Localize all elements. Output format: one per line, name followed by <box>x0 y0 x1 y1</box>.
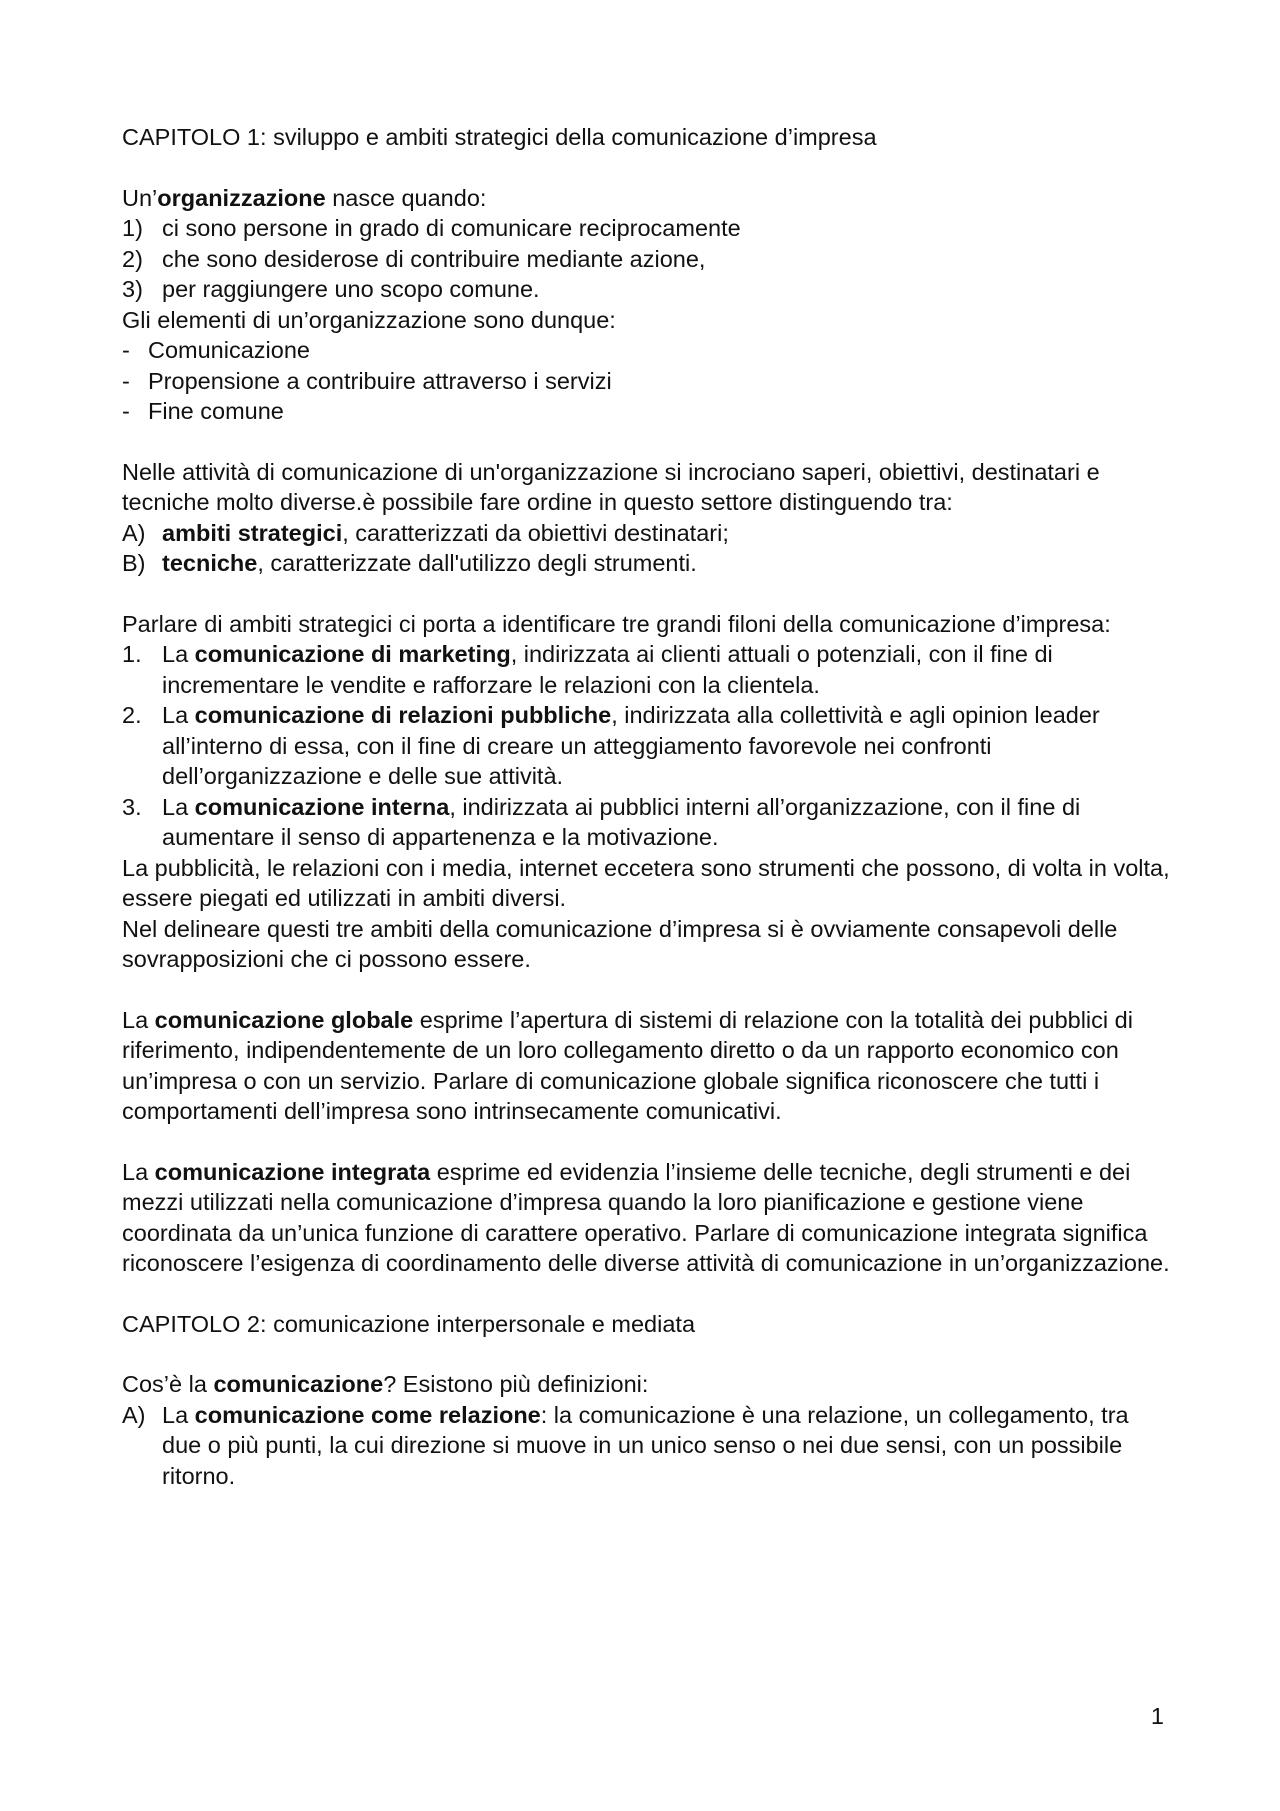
list-item-text <box>162 548 1172 579</box>
list-item <box>122 1400 1172 1492</box>
list-item <box>122 244 1172 275</box>
organization-intro <box>122 183 1172 214</box>
strategic-intro: Parlare di ambiti strategici ci porta a identificare tre grandi filoni della comunicazione d’impresa: <box>122 610 1111 637</box>
bold-term: comunicazione di relazioni pubbliche <box>194 702 612 728</box>
list-marker: - <box>122 398 130 424</box>
bold-term: comunicazione globale <box>154 1006 414 1033</box>
page-content <box>122 122 1172 1491</box>
list-item <box>122 274 1172 305</box>
list-item-rest: , caratterizzate dall'utilizzo degli strumenti. <box>257 550 697 576</box>
spacer <box>122 1279 1172 1309</box>
list-item <box>122 639 1172 700</box>
bold-term: comunicazione come relazione <box>194 1401 541 1428</box>
list-item-text: che sono desiderose di contribuire mediante azione, <box>162 245 706 272</box>
definition-intro <box>122 1369 1172 1400</box>
list-marker: 2) <box>122 245 143 272</box>
spacer <box>122 427 1172 457</box>
overlap-paragraph: Nel delineare questi tre ambiti della comunicazione d’impresa si è ovviamente consapevoli delle sovrapposizioni che ci possono essere. <box>122 915 1118 972</box>
list-marker: - <box>122 337 130 363</box>
list-item-text <box>162 700 1172 792</box>
list-marker: - <box>122 367 130 394</box>
list-item-rest: , indirizzata ai pubblici interni all’organizzazione, con il fine di aumentare il senso di appartenenza e la motivazione. <box>162 793 1081 850</box>
list-item <box>122 396 1172 427</box>
spacer <box>122 975 1172 1005</box>
definition-intro-pre: Cos’è la <box>122 1371 214 1397</box>
list-item-text: ci sono persone in grado di comunicare reciprocamente <box>162 215 741 241</box>
list-item-rest: : la comunicazione è una relazione, un collegamento, tra due o più punti, la cui direzione si muove in un unico senso o nei due sensi, con un possibile ritorno. <box>162 1401 1129 1489</box>
bold-term: comunicazione <box>213 1371 384 1397</box>
chapter-1-heading: CAPITOLO 1: sviluppo e ambiti strategici della comunicazione d’impresa <box>122 124 877 150</box>
list-marker: 1. <box>122 641 142 667</box>
list-item-text <box>162 792 1172 853</box>
paragraph-pre: La <box>122 1158 155 1185</box>
paragraph-rest: esprime ed evidenzia l’insieme delle tecniche, degli strumenti e dei mezzi utilizzati nella comunicazione d’impresa quando la loro pianificazione e gestione viene coordinata da un’unica funzione di carattere operativo. Parlare di comunicazione integrata significa riconoscere l’esigenza di coordinamento delle diverse attività di comunicazione in un’organizzazione. <box>122 1158 1170 1276</box>
spacer <box>122 579 1172 609</box>
paragraph-rest: esprime l’apertura di sistemi di relazione con la totalità dei pubblici di riferimento, indipendentemente de un loro collegamento diretto o da un rapporto economico con un’impresa o con un servizio. Parlare di comunicazione globale significa riconoscere che tutti i comportamenti dell’impresa sono intrinsecamente comunicativi. <box>122 1006 1133 1124</box>
list-marker: A) <box>122 1401 146 1428</box>
definition-intro-post: ? Esistono più definizioni: <box>383 1371 649 1397</box>
global-communication-paragraph <box>122 1005 1172 1127</box>
list-item <box>122 518 1172 549</box>
list-item-pre: La <box>162 702 195 728</box>
organization-intro-pre: Un’ <box>122 184 158 211</box>
list-item-pre: La <box>162 793 195 820</box>
bold-term: comunicazione interna <box>194 793 450 820</box>
activities-paragraph: Nelle attività di comunicazione di un'organizzazione si incrociano saperi, obiettivi, destinatari e tecniche molto diverse.è possibile fare ordine in questo settore distinguendo tra: <box>122 458 1100 515</box>
tools-paragraph: La pubblicità, le relazioni con i media, internet eccetera sono strumenti che possono, di volta in volta, essere piegati ed utilizzati in ambiti diversi. <box>122 854 1170 911</box>
list-item-rest: , indirizzata alla collettività e agli opinion leader all’interno di essa, con il fine di creare un atteggiamento favorevole nei confronti dell’organizzazione e delle sue attività. <box>162 702 1100 789</box>
integrated-communication-paragraph <box>122 1157 1172 1279</box>
list-marker: 1) <box>122 215 143 241</box>
list-marker: 3) <box>122 276 143 302</box>
list-item <box>122 366 1172 397</box>
list-item <box>122 792 1172 853</box>
bold-term: tecniche <box>162 550 258 576</box>
list-item <box>122 548 1172 579</box>
list-item-text: Fine comune <box>148 398 284 424</box>
list-marker: B) <box>122 550 146 576</box>
list-marker: 3. <box>122 793 142 820</box>
list-item-pre: La <box>162 641 195 667</box>
bold-term: ambiti strategici <box>162 519 343 546</box>
list-marker: A) <box>122 519 146 546</box>
page-number: 1 <box>1150 1703 1164 1729</box>
list-item-text: per raggiungere uno scopo comune. <box>162 276 540 302</box>
list-item-rest: , indirizzata ai clienti attuali o potenziali, con il fine di incrementare le vendite e rafforzare le relazioni con la clientela. <box>162 641 1053 698</box>
spacer <box>122 1339 1172 1369</box>
bold-term: comunicazione integrata <box>154 1158 431 1185</box>
bold-term: comunicazione di marketing <box>194 641 511 667</box>
elements-intro: Gli elementi di un’organizzazione sono dunque: <box>122 306 616 333</box>
paragraph-pre: La <box>122 1006 155 1033</box>
list-item <box>122 213 1172 244</box>
list-item-text: Propensione a contribuire attraverso i servizi <box>148 367 612 394</box>
organization-intro-post: nasce quando: <box>325 184 487 211</box>
spacer <box>122 153 1172 183</box>
list-item-text <box>162 639 1172 700</box>
list-item <box>122 335 1172 366</box>
list-item-rest: , caratterizzati da obiettivi destinatari; <box>342 519 729 546</box>
list-item <box>122 700 1172 792</box>
list-item-text: Comunicazione <box>148 337 310 363</box>
chapter-2-heading: CAPITOLO 2: comunicazione interpersonale e mediata <box>122 1310 696 1337</box>
spacer <box>122 1127 1172 1157</box>
list-item-text <box>162 1400 1172 1492</box>
list-item-pre: La <box>162 1401 195 1428</box>
organization-term: organizzazione <box>157 184 326 211</box>
list-marker: 2. <box>122 702 142 728</box>
list-item-text <box>162 518 1172 549</box>
